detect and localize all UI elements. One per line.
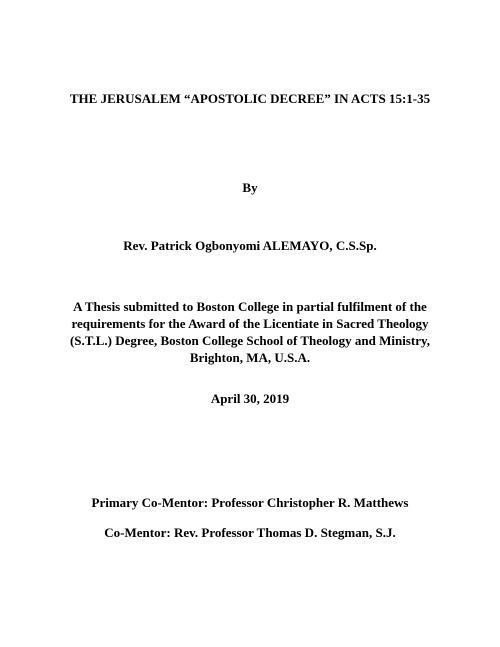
thesis-statement-line: (S.T.L.) Degree, Boston College School of Theology and Ministry, (69, 333, 431, 348)
thesis-title: THE JERUSALEM “APOSTOLIC DECREE” IN ACTS 15:1-35 (69, 91, 431, 106)
thesis-statement-line: requirements for the Award of the Licentiate in Sacred Theology (71, 316, 429, 331)
thesis-statement (0, 298, 500, 366)
primary-co-mentor: Primary Co-Mentor: Professor Christopher R. Matthews (91, 495, 409, 510)
co-mentor: Co-Mentor: Rev. Professor Thomas D. Stegman, S.J. (104, 525, 396, 540)
thesis-statement-line: Brighton, MA, U.S.A. (189, 350, 311, 365)
author-name: Rev. Patrick Ogbonyomi ALEMAYO, C.S.Sp. (123, 238, 377, 253)
by-label: By (242, 180, 258, 195)
submission-date: April 30, 2019 (210, 391, 290, 406)
thesis-statement-line: A Thesis submitted to Boston College in partial fulfilment of the (73, 299, 427, 314)
